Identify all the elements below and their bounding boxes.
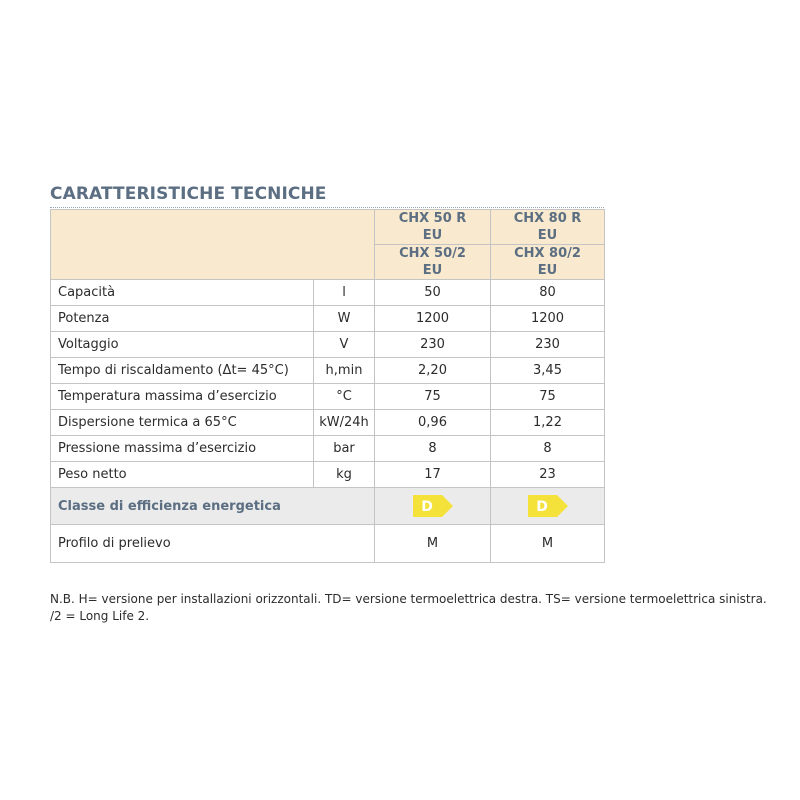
row-value-model-1: 1200: [375, 306, 491, 332]
model-name: CHX 50/2: [399, 246, 466, 261]
energy-class-letter: D: [420, 499, 433, 515]
row-value-model-2: 23: [491, 462, 605, 488]
energy-class-badge: [527, 494, 569, 518]
energy-class-badge: [412, 494, 454, 518]
model-1-header: [375, 210, 491, 245]
table-row: [51, 462, 605, 488]
row-value-model-1: 50: [375, 280, 491, 306]
row-label: Peso netto: [51, 462, 314, 488]
table-row: [51, 306, 605, 332]
row-value-model-1: 17: [375, 462, 491, 488]
row-label: Voltaggio: [51, 332, 314, 358]
energy-class-model-2: [491, 488, 605, 525]
row-value-model-2: 80: [491, 280, 605, 306]
row-value-model-2: 3,45: [491, 358, 605, 384]
row-label: Tempo di riscaldamento (Δt= 45°C): [51, 358, 314, 384]
row-value-model-2: 1,22: [491, 410, 605, 436]
profile-row: [51, 525, 605, 563]
row-value-model-2: 230: [491, 332, 605, 358]
model-name: CHX 80/2: [514, 246, 581, 261]
row-label: Dispersione termica a 65°C: [51, 410, 314, 436]
row-label: Potenza: [51, 306, 314, 332]
model-2-alt-header: [491, 245, 605, 280]
row-value-model-1: 75: [375, 384, 491, 410]
table-row: [51, 436, 605, 462]
energy-class-label: Classe di efficienza energetica: [51, 488, 375, 525]
model-suffix: EU: [422, 263, 443, 278]
header-row: [51, 210, 605, 245]
energy-class-model-1: [375, 488, 491, 525]
row-value-model-1: 2,20: [375, 358, 491, 384]
title-divider: [50, 207, 604, 208]
row-unit: °C: [314, 384, 375, 410]
row-value-model-1: 8: [375, 436, 491, 462]
row-unit: l: [314, 280, 375, 306]
row-unit: V: [314, 332, 375, 358]
model-1-alt-header: [375, 245, 491, 280]
footnote: [50, 591, 770, 625]
section-title: CARATTERISTICHE TECNICHE: [50, 184, 327, 204]
profile-value-model-2: M: [491, 525, 605, 563]
table-row: [51, 358, 605, 384]
table-row: [51, 410, 605, 436]
table-row: [51, 384, 605, 410]
table-row: [51, 280, 605, 306]
row-unit: W: [314, 306, 375, 332]
row-unit: kW/24h: [314, 410, 375, 436]
row-label: Temperatura massima d’esercizio: [51, 384, 314, 410]
row-value-model-2: 75: [491, 384, 605, 410]
row-unit: kg: [314, 462, 375, 488]
row-value-model-1: 0,96: [375, 410, 491, 436]
model-name: CHX 80 R: [513, 211, 582, 226]
model-suffix: EU: [537, 228, 558, 243]
row-label: Capacità: [51, 280, 314, 306]
spec-table: [50, 209, 605, 563]
footnote-line: N.B. H= versione per installazioni orizzontali. TD= versione termoelettrica destra. TS= versione termoelettrica sinistra.: [50, 592, 767, 606]
row-unit: h,min: [314, 358, 375, 384]
model-name: CHX 50 R: [398, 211, 467, 226]
model-2-header: [491, 210, 605, 245]
model-suffix: EU: [422, 228, 443, 243]
row-value-model-2: 1200: [491, 306, 605, 332]
row-value-model-2: 8: [491, 436, 605, 462]
row-value-model-1: 230: [375, 332, 491, 358]
energy-class-row: [51, 488, 605, 525]
row-unit: bar: [314, 436, 375, 462]
profile-label: Profilo di prelievo: [51, 525, 375, 563]
row-label: Pressione massima d’esercizio: [51, 436, 314, 462]
energy-class-letter: D: [535, 499, 548, 515]
profile-value-model-1: M: [375, 525, 491, 563]
header-blank-cell: [51, 210, 375, 280]
model-suffix: EU: [537, 263, 558, 278]
table-row: [51, 332, 605, 358]
footnote-line: /2 = Long Life 2.: [50, 609, 150, 623]
